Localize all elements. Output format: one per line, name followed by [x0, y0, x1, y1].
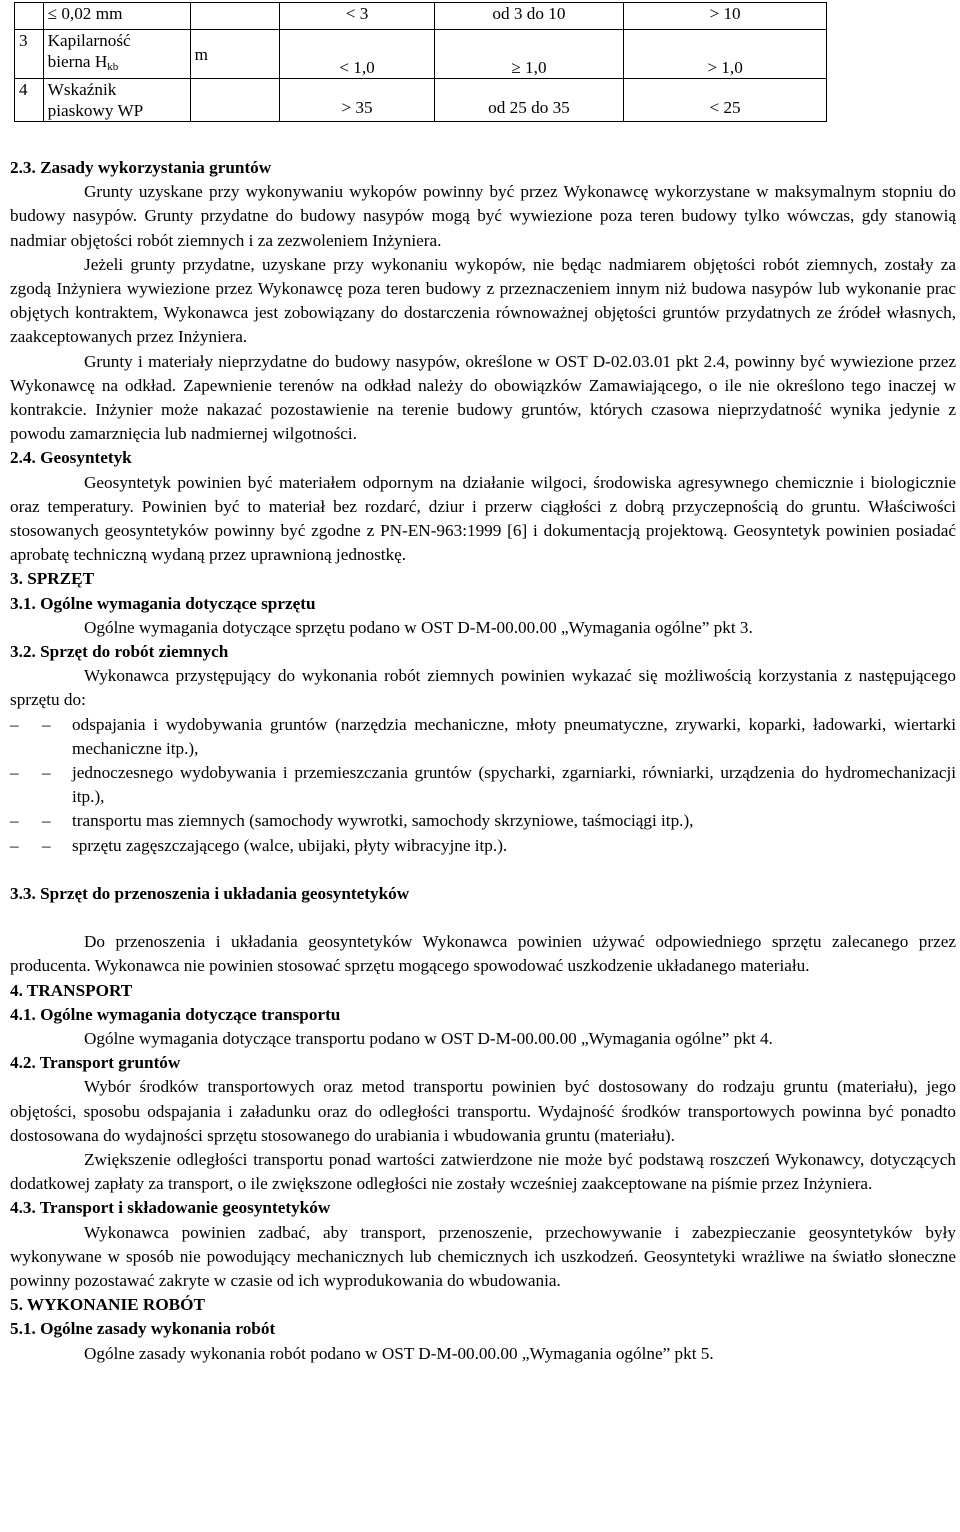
- dash-bullet: –: [42, 811, 51, 831]
- dash-bullet: –: [10, 714, 19, 734]
- document-body: [10, 156, 956, 1366]
- list-item-text: transportu mas ziemnych (samochody wywrotki, samochody skrzyniowe, taśmociągi itp.),: [72, 811, 694, 831]
- table-cell-value: od 25 do 35: [434, 79, 623, 122]
- paragraph: Zwiększenie odległości transportu ponad wartości zatwierdzone nie może być podstawą roszczeń Wykonawcy, dotyczących dodatkowej zapłaty za transport, o ile zwiększone odległości nie zostały wcześniej zaakceptowane na piśmie przez Inżyniera.: [10, 1149, 956, 1194]
- dash-bullet: –: [10, 763, 19, 783]
- list-item-text: jednoczesnego wydobywania i przemieszczania gruntów (spycharki, zgarniarki, równiarki, urządzenia do hydromechanizacji itp.),: [72, 763, 956, 807]
- table-row: [15, 79, 827, 122]
- section-heading: 4.1. Ogólne wymagania dotyczące transportu: [10, 1004, 341, 1024]
- table-cell-value: < 1,0: [280, 30, 435, 79]
- paragraph: Wykonawca przystępujący do wykonania robót ziemnych powinien wykazać się możliwością korzystania z następującego sprzętu do:: [10, 666, 956, 710]
- paragraph: Grunty i materiały nieprzydatne do budowy nasypów, określone w OST D-02.03.01 pkt 2.4, powinny być wywiezione przez Wykonawcę na odkład. Zapewnienie terenów na odkład należy do obowiązków Zamawiającego, o ile nie określono tego inaczej w kontrakcie. Inżynier może nakazać pozostawienie na terenie budowy gruntów, których czasowa nieprzydatność wynika jedynie z powodu zamarznięcia lub nadmiernej wilgotności.: [10, 351, 956, 444]
- paragraph: Grunty uzyskane przy wykonywaniu wykopów powinny być przez Wykonawcę wykorzystane w maksymalnym stopniu do budowy nasypów. Grunty przydatne do budowy nasypów mogą być wywiezione poza teren budowy tylko wówczas, gdy stanowią nadmiar objętości robót ziemnych i za zezwoleniem Inżyniera.: [10, 182, 956, 250]
- section-heading: 5.1. Ogólne zasady wykonania robót: [10, 1319, 276, 1339]
- cell-line: Wskaźnik: [47, 80, 117, 99]
- table-cell-name: [43, 79, 190, 122]
- dash-bullet: –: [10, 835, 19, 855]
- spacer: [10, 906, 956, 930]
- dash-bullet: –: [42, 763, 51, 783]
- table-cell-name: [43, 30, 190, 79]
- table-cell-value: > 35: [280, 79, 435, 122]
- list-item-text: odspajania i wydobywania gruntów (narzędzia mechaniczne, młoty pneumatyczne, zrywarki, koparki, ładowarki, wiertarki mechaniczne itp.),: [72, 714, 956, 758]
- table-row: [15, 3, 827, 30]
- chapter-heading: 4. TRANSPORT: [10, 980, 133, 1000]
- list-item-text: sprzętu zagęszczającego (walce, ubijaki, płyty wibracyjne itp.).: [72, 835, 508, 855]
- paragraph: Jeżeli grunty przydatne, uzyskane przy wykonaniu wykopów, nie będąc nadmiarem objętości robót ziemnych, zostały za zgodą Inżyniera wywiezione przez Wykonawcę poza teren budowy z przeznaczeniem innym niż budowa nasypów lub wykonanie prac objętych kontraktem, Wykonawca jest zobowiązany do dostarczenia równoważnej objętości gruntów przydatnych ze źródeł własnych, zaakceptowanych przez Inżyniera.: [10, 254, 956, 347]
- section-heading: 3.3. Sprzęt do przenoszenia i układania geosyntetyków: [10, 883, 410, 903]
- paragraph: Geosyntetyk powinien być materiałem odpornym na działanie wilgoci, środowiska agresywnego chemicznie i biologicznie oraz temperatury. Powinien być to materiał bez rozdarć, dziur i przerw ciągłości z dobrą przyczepnością do gruntu. Właściwości stosowanych geosyntetyków powinny być zgodne z PN-EN-963:1999 [6] i dokumentacją projektową. Geosyntetyk powinien posiadać aprobatę techniczną wydaną przez uprawnioną jednostkę.: [10, 472, 956, 565]
- section-heading: 2.4. Geosyntetyk: [10, 448, 132, 468]
- chapter-heading: 5. WYKONANIE ROBÓT: [10, 1295, 205, 1315]
- section-heading: 4.3. Transport i składowanie geosyntetyków: [10, 1198, 331, 1218]
- table-cell-unit: m: [190, 30, 280, 79]
- table-cell-name: ≤ 0,02 mm: [43, 3, 190, 30]
- section-heading: 3.2. Sprzęt do robót ziemnych: [10, 642, 229, 662]
- cell-text: bierna H: [47, 52, 108, 71]
- table-cell-unit: [190, 3, 280, 30]
- list-item: [10, 761, 956, 809]
- paragraph: Wykonawca powinien zadbać, aby transport, przenoszenie, przechowywanie i zabezpieczanie geosyntetyków były wykonywane w sposób nie powodujący mechanicznych lub chemicznych ich uszkodzeń. Geosyntetyki wrażliwe na światło słoneczne powinny pozostawać zakryte w czasie od ich wyprodukowania do wbudowania.: [10, 1222, 956, 1290]
- table-cell-value: < 3: [280, 3, 435, 30]
- table-cell-no: [15, 3, 44, 30]
- paragraph: Wybór środków transportowych oraz metod transportu powinien być dostosowany do rodzaju gruntu (materiału), jego objętości, sposobu odspajania i załadunku oraz do odległości transportu. Wydajność środków transportowych powinna być ponadto dostosowana do wydajności sprzętu stosowanego do urabiania i wbudowania gruntu (materiału).: [10, 1077, 956, 1145]
- table-cell-value: od 3 do 10: [434, 3, 623, 30]
- dash-bullet: –: [10, 811, 19, 831]
- dash-bullet: –: [42, 714, 51, 734]
- table-row: [15, 30, 827, 79]
- paragraph: Ogólne zasady wykonania robót podano w OST D-M-00.00.00 „Wymagania ogólne” pkt 5.: [84, 1343, 714, 1363]
- table-cell-no: 3: [15, 30, 44, 79]
- list-item: [10, 834, 956, 858]
- table-cell-value: < 25: [624, 79, 827, 122]
- section-heading: 2.3. Zasady wykorzystania gruntów: [10, 158, 272, 177]
- table-cell-unit: [190, 79, 280, 122]
- paragraph: Do przenoszenia i układania geosyntetyków Wykonawca powinien używać odpowiedniego sprzętu zalecanego przez producenta. Wykonawca nie powinien stosować sprzętu mogącego spowodować uszkodzenie układanego materiału.: [10, 932, 956, 976]
- section-heading: 4.2. Transport gruntów: [10, 1053, 181, 1073]
- table-cell-value: > 1,0: [624, 30, 827, 79]
- list-item: [10, 713, 956, 761]
- chapter-heading: 3. SPRZĘT: [10, 569, 95, 589]
- spacer: [10, 858, 956, 882]
- dash-bullet: –: [42, 835, 51, 855]
- list-item: [10, 809, 956, 833]
- table-cell-no: 4: [15, 79, 44, 122]
- cell-line: piaskowy WP: [47, 101, 144, 120]
- section-heading: 3.1. Ogólne wymagania dotyczące sprzętu: [10, 593, 316, 613]
- cell-line: Kapilarność: [47, 31, 131, 50]
- soil-parameters-table: [14, 2, 827, 122]
- table-cell-value: ≥ 1,0: [434, 30, 623, 79]
- paragraph: Ogólne wymagania dotyczące transportu podano w OST D-M-00.00.00 „Wymagania ogólne” pkt 4.: [84, 1028, 773, 1048]
- cell-line: [48, 51, 186, 78]
- equipment-list: [10, 713, 956, 858]
- paragraph: Ogólne wymagania dotyczące sprzętu podano w OST D-M-00.00.00 „Wymagania ogólne” pkt 3.: [84, 617, 753, 637]
- table-cell-value: > 10: [624, 3, 827, 30]
- subscript: kb: [107, 61, 119, 73]
